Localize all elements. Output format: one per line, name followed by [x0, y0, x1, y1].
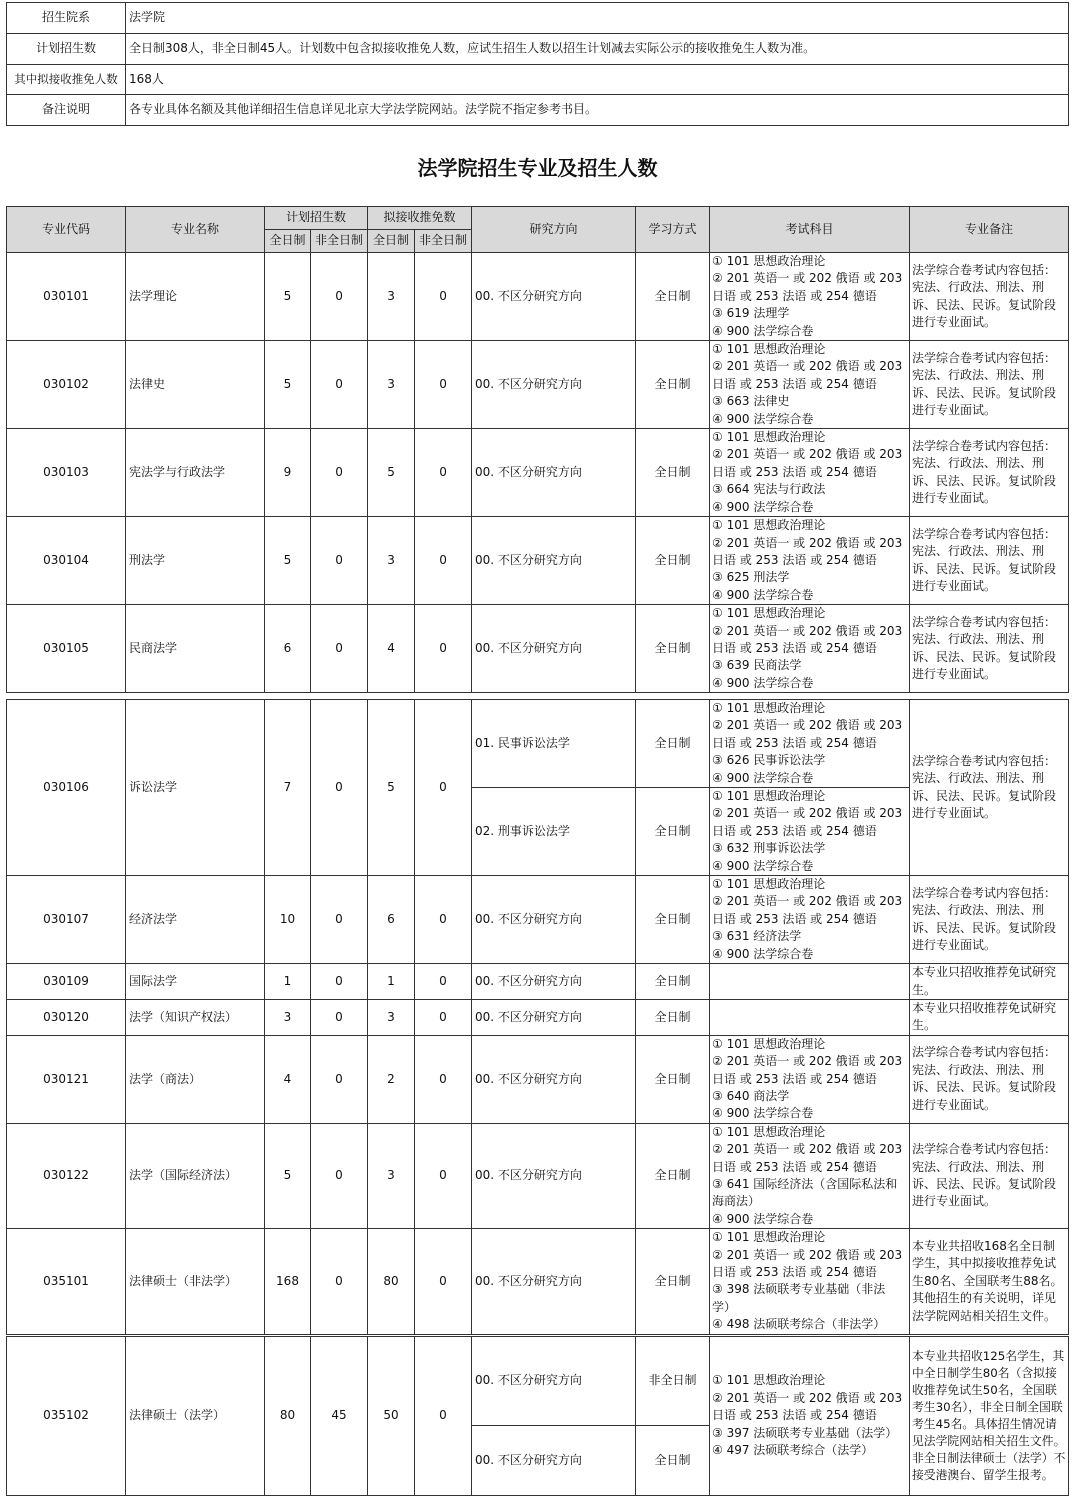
plan-part: 0 — [311, 999, 368, 1035]
exempt-full: 1 — [368, 964, 415, 1000]
exempt-part: 0 — [415, 429, 472, 517]
exempt-full: 5 — [368, 429, 415, 517]
major-code: 030122 — [7, 1123, 126, 1228]
exempt-full: 3 — [368, 341, 415, 429]
major-name: 法学理论 — [126, 253, 265, 341]
exam-subjects: ① 101 思想政治理论 ② 201 英语一 或 202 俄语 或 203 日语 或 253 法语 或 254 德语 ③ 625 刑法学 ④ 900 法学综合卷 — [710, 517, 910, 605]
major-name: 国际法学 — [126, 964, 265, 1000]
major-name: 经济法学 — [126, 876, 265, 964]
table-row — [7, 253, 1069, 341]
study-mode: 全日制 — [636, 253, 710, 341]
header-mode: 学习方式 — [636, 207, 710, 253]
exam-subjects: ① 101 思想政治理论 ② 201 英语一 或 202 俄语 或 203 日语 或 253 法语 或 254 德语 ③ 397 法硕联考专业基础（法学） ④ 497 法硕联考综合（法学） — [710, 1337, 910, 1496]
info-table — [6, 2, 1069, 126]
major-name: 民商法学 — [126, 605, 265, 693]
info-label: 备注说明 — [7, 95, 126, 126]
exam-subjects: ① 101 思想政治理论 ② 201 英语一 或 202 俄语 或 203 日语 或 253 法语 或 254 德语 ③ 631 经济法学 ④ 900 法学综合卷 — [710, 876, 910, 964]
major-name: 诉讼法学 — [126, 700, 265, 876]
header-note: 专业备注 — [910, 207, 1069, 253]
info-row — [7, 65, 1069, 95]
direction: 00. 不区分研究方向 — [472, 876, 636, 964]
exempt-full: 80 — [368, 1229, 415, 1334]
info-value: 全日制308人，非全日制45人。计划数中包含拟接收推免人数，应试生招生人数以招生计划减去实际公示的接收推免生人数为准。 — [126, 34, 1069, 65]
major-note: 法学综合卷考试内容包括：宪法、行政法、刑法、刑诉、民法、民诉。复试阶段进行专业面试。 — [910, 876, 1069, 964]
study-mode: 全日制 — [636, 964, 710, 1000]
plan-full: 5 — [265, 341, 311, 429]
exam-subjects: ① 101 思想政治理论 ② 201 英语一 或 202 俄语 或 203 日语 或 253 法语 或 254 德语 ③ 640 商法学 ④ 900 法学综合卷 — [710, 1035, 910, 1123]
study-mode: 全日制 — [636, 1426, 710, 1496]
plan-part: 0 — [311, 341, 368, 429]
major-note: 本专业只招收推荐免试研究生。 — [910, 999, 1069, 1035]
majors-table-part3 — [6, 1336, 1069, 1496]
majors-table-part2 — [6, 699, 1069, 1335]
major-code: 030107 — [7, 876, 126, 964]
exempt-part: 0 — [415, 517, 472, 605]
table-row — [7, 1229, 1069, 1334]
major-note: 法学综合卷考试内容包括：宪法、行政法、刑法、刑诉、民法、民诉。复试阶段进行专业面试。 — [910, 605, 1069, 693]
exempt-full: 4 — [368, 605, 415, 693]
major-note: 法学综合卷考试内容包括：宪法、行政法、刑法、刑诉、民法、民诉。复试阶段进行专业面试。 — [910, 341, 1069, 429]
major-note: 法学综合卷考试内容包括：宪法、行政法、刑法、刑诉、民法、民诉。复试阶段进行专业面试。 — [910, 700, 1069, 876]
table-row — [7, 876, 1069, 964]
exempt-part: 0 — [415, 999, 472, 1035]
major-code: 030103 — [7, 429, 126, 517]
direction: 00. 不区分研究方向 — [472, 964, 636, 1000]
major-code: 030101 — [7, 253, 126, 341]
plan-full: 80 — [265, 1337, 311, 1496]
table-row — [7, 1035, 1069, 1123]
major-name: 刑法学 — [126, 517, 265, 605]
major-code: 035102 — [7, 1337, 126, 1496]
study-mode: 全日制 — [636, 1229, 710, 1334]
exempt-full: 3 — [368, 999, 415, 1035]
study-mode: 全日制 — [636, 517, 710, 605]
direction: 02. 刑事诉讼法学 — [472, 788, 636, 876]
header-exempt-full: 全日制 — [368, 230, 415, 253]
major-code: 030104 — [7, 517, 126, 605]
table-row — [7, 1123, 1069, 1228]
direction: 00. 不区分研究方向 — [472, 1426, 636, 1496]
exempt-full: 5 — [368, 700, 415, 876]
header-name: 专业名称 — [126, 207, 265, 253]
direction: 00. 不区分研究方向 — [472, 999, 636, 1035]
major-code: 030121 — [7, 1035, 126, 1123]
info-value: 各专业具体名额及其他详细招生信息详见北京大学法学院网站。法学院不指定参考书目。 — [126, 95, 1069, 126]
major-name: 法学（知识产权法） — [126, 999, 265, 1035]
major-code: 030105 — [7, 605, 126, 693]
plan-part: 0 — [311, 429, 368, 517]
major-note: 法学综合卷考试内容包括：宪法、行政法、刑法、刑诉、民法、民诉。复试阶段进行专业面试。 — [910, 517, 1069, 605]
plan-full: 5 — [265, 1123, 311, 1228]
direction: 00. 不区分研究方向 — [472, 1035, 636, 1123]
exempt-part: 0 — [415, 341, 472, 429]
plan-full: 3 — [265, 999, 311, 1035]
exempt-full: 6 — [368, 876, 415, 964]
plan-full: 9 — [265, 429, 311, 517]
major-code: 030106 — [7, 700, 126, 876]
direction: 00. 不区分研究方向 — [472, 1337, 636, 1426]
direction: 00. 不区分研究方向 — [472, 517, 636, 605]
table-row — [7, 999, 1069, 1035]
study-mode: 全日制 — [636, 1035, 710, 1123]
major-name: 法律硕士（非法学） — [126, 1229, 265, 1334]
exempt-full: 50 — [368, 1337, 415, 1496]
major-code: 030120 — [7, 999, 126, 1035]
major-note: 法学综合卷考试内容包括：宪法、行政法、刑法、刑诉、民法、民诉。复试阶段进行专业面试。 — [910, 1123, 1069, 1228]
major-code: 030109 — [7, 964, 126, 1000]
study-mode: 全日制 — [636, 341, 710, 429]
table-row — [7, 700, 1069, 788]
exam-subjects: ① 101 思想政治理论 ② 201 英语一 或 202 俄语 或 203 日语 或 253 法语 或 254 德语 ③ 664 宪法与行政法 ④ 900 法学综合卷 — [710, 429, 910, 517]
table-row — [7, 964, 1069, 1000]
plan-full: 7 — [265, 700, 311, 876]
exempt-part: 0 — [415, 700, 472, 876]
header-exempt-part: 非全日制 — [415, 230, 472, 253]
direction: 00. 不区分研究方向 — [472, 1229, 636, 1334]
page-title: 法学院招生专业及招生人数 — [417, 156, 658, 180]
plan-part: 0 — [311, 700, 368, 876]
plan-part: 0 — [311, 605, 368, 693]
header-code: 专业代码 — [7, 207, 126, 253]
exempt-part: 0 — [415, 964, 472, 1000]
plan-full: 6 — [265, 605, 311, 693]
table-row — [7, 429, 1069, 517]
major-name: 宪法学与行政法学 — [126, 429, 265, 517]
table-row — [7, 605, 1069, 693]
direction: 00. 不区分研究方向 — [472, 1123, 636, 1228]
study-mode: 全日制 — [636, 429, 710, 517]
plan-full: 1 — [265, 964, 311, 1000]
info-value: 法学院 — [126, 3, 1069, 34]
exam-subjects: ① 101 思想政治理论 ② 201 英语一 或 202 俄语 或 203 日语 或 253 法语 或 254 德语 ③ 639 民商法学 ④ 900 法学综合卷 — [710, 605, 910, 693]
exam-subjects: ① 101 思想政治理论 ② 201 英语一 或 202 俄语 或 203 日语 或 253 法语 或 254 德语 ③ 663 法律史 ④ 900 法学综合卷 — [710, 341, 910, 429]
major-name: 法学（国际经济法） — [126, 1123, 265, 1228]
direction: 00. 不区分研究方向 — [472, 429, 636, 517]
plan-part: 0 — [311, 517, 368, 605]
exempt-part: 0 — [415, 1123, 472, 1228]
major-note: 法学综合卷考试内容包括：宪法、行政法、刑法、刑诉、民法、民诉。复试阶段进行专业面试。 — [910, 1035, 1069, 1123]
exempt-full: 3 — [368, 253, 415, 341]
plan-part: 0 — [311, 964, 368, 1000]
exempt-full: 3 — [368, 517, 415, 605]
major-note: 本专业只招收推荐免试研究生。 — [910, 964, 1069, 1000]
exam-subjects: ① 101 思想政治理论 ② 201 英语一 或 202 俄语 或 203 日语 或 253 法语 或 254 德语 ③ 626 民事诉讼法学 ④ 900 法学综合卷 — [710, 700, 910, 788]
direction: 00. 不区分研究方向 — [472, 253, 636, 341]
plan-full: 5 — [265, 253, 311, 341]
study-mode: 全日制 — [636, 605, 710, 693]
header-direction: 研究方向 — [472, 207, 636, 253]
exempt-full: 3 — [368, 1123, 415, 1228]
info-row — [7, 3, 1069, 34]
major-code: 030102 — [7, 341, 126, 429]
info-row — [7, 95, 1069, 126]
exam-subjects: ① 101 思想政治理论 ② 201 英语一 或 202 俄语 或 203 日语 或 253 法语 或 254 德语 ③ 398 法硕联考专业基础（非法学） ④ 498 法硕联考综合（非法学） — [710, 1229, 910, 1334]
direction: 00. 不区分研究方向 — [472, 341, 636, 429]
header-plan-full: 全日制 — [265, 230, 311, 253]
plan-part: 0 — [311, 1123, 368, 1228]
exempt-part: 0 — [415, 876, 472, 964]
exam-subjects — [710, 964, 910, 1000]
header-exempt: 拟接收推免数 — [368, 207, 472, 230]
study-mode: 全日制 — [636, 999, 710, 1035]
info-label: 招生院系 — [7, 3, 126, 34]
plan-full: 10 — [265, 876, 311, 964]
major-note: 本专业共招收168名全日制学生，其中拟接收推荐免试生80名、全国联考生88名。其他招生的有关说明，详见法学院网站相关招生文件。 — [910, 1229, 1069, 1334]
major-note: 法学综合卷考试内容包括：宪法、行政法、刑法、刑诉、民法、民诉。复试阶段进行专业面试。 — [910, 429, 1069, 517]
plan-part: 0 — [311, 1035, 368, 1123]
header-exam: 考试科目 — [710, 207, 910, 253]
info-label: 其中拟接收推免人数 — [7, 65, 126, 95]
direction: 01. 民事诉讼法学 — [472, 700, 636, 788]
major-name: 法律史 — [126, 341, 265, 429]
exam-subjects: ① 101 思想政治理论 ② 201 英语一 或 202 俄语 或 203 日语 或 253 法语 或 254 德语 ③ 641 国际经济法（含国际私法和海商法） ④ 900 法学综合卷 — [710, 1123, 910, 1228]
exempt-part: 0 — [415, 605, 472, 693]
plan-full: 5 — [265, 517, 311, 605]
exempt-part: 0 — [415, 1337, 472, 1496]
major-name: 法学（商法） — [126, 1035, 265, 1123]
exempt-part: 0 — [415, 1229, 472, 1334]
exam-subjects — [710, 999, 910, 1035]
study-mode: 非全日制 — [636, 1337, 710, 1426]
study-mode: 全日制 — [636, 700, 710, 788]
exempt-part: 0 — [415, 253, 472, 341]
major-code: 035101 — [7, 1229, 126, 1334]
majors-table-part1 — [6, 206, 1069, 693]
major-name: 法律硕士（法学） — [126, 1337, 265, 1496]
exam-subjects: ① 101 思想政治理论 ② 201 英语一 或 202 俄语 或 203 日语 或 253 法语 或 254 德语 ③ 619 法理学 ④ 900 法学综合卷 — [710, 253, 910, 341]
plan-part: 0 — [311, 1229, 368, 1334]
plan-full: 4 — [265, 1035, 311, 1123]
study-mode: 全日制 — [636, 876, 710, 964]
direction: 00. 不区分研究方向 — [472, 605, 636, 693]
exam-subjects: ① 101 思想政治理论 ② 201 英语一 或 202 俄语 或 203 日语 或 253 法语 或 254 德语 ③ 632 刑事诉讼法学 ④ 900 法学综合卷 — [710, 788, 910, 876]
info-label: 计划招生数 — [7, 34, 126, 65]
table-row — [7, 1337, 1069, 1426]
major-note: 本专业共招收125名学生，其中全日制学生80名（含拟接收推荐免试生50名，全国联考生30名），非全日制全国联考生45名。具体招生情况请见法学院网站相关招生文件。非全日制法律硕士（法学）不接受港澳台、留学生报考。 — [910, 1337, 1069, 1496]
study-mode: 全日制 — [636, 788, 710, 876]
table-row — [7, 517, 1069, 605]
header-plan-part: 非全日制 — [311, 230, 368, 253]
info-row — [7, 34, 1069, 65]
plan-part: 0 — [311, 876, 368, 964]
plan-part: 0 — [311, 253, 368, 341]
table-row — [7, 341, 1069, 429]
study-mode: 全日制 — [636, 1123, 710, 1228]
header-plan: 计划招生数 — [265, 207, 368, 230]
exempt-part: 0 — [415, 1035, 472, 1123]
exempt-full: 2 — [368, 1035, 415, 1123]
header-row — [7, 207, 1069, 230]
plan-full: 168 — [265, 1229, 311, 1334]
plan-part: 45 — [311, 1337, 368, 1496]
info-value: 168人 — [126, 65, 1069, 95]
major-note: 法学综合卷考试内容包括：宪法、行政法、刑法、刑诉、民法、民诉。复试阶段进行专业面试。 — [910, 253, 1069, 341]
